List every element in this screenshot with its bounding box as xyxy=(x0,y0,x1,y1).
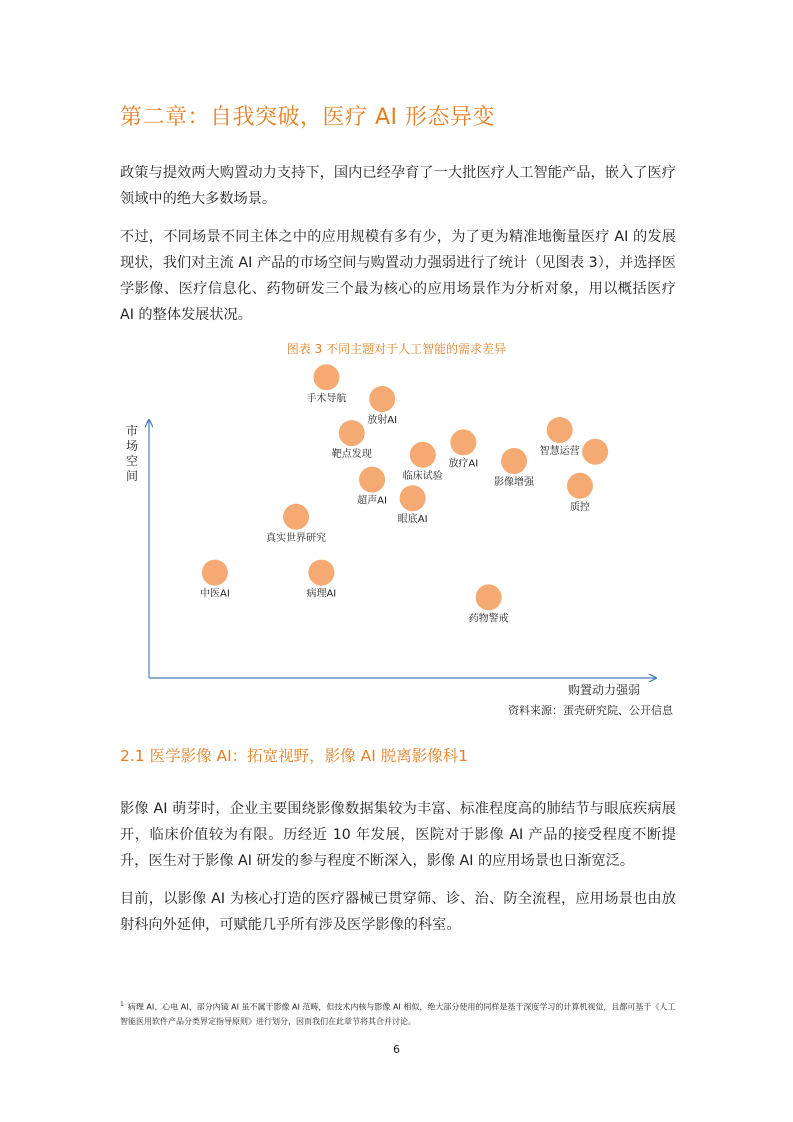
point-label: 超声AI xyxy=(357,495,387,507)
scatter-point xyxy=(359,467,385,493)
y-axis-label: 市场空间 xyxy=(125,424,139,483)
point-label: 手术导航 xyxy=(306,393,347,405)
source-note: 资料来源：蛋壳研究院、公开信息 xyxy=(508,704,673,717)
point-label: 药物警戒 xyxy=(468,613,509,625)
footnote xyxy=(120,998,676,1029)
chapter-title: 第二章：自我突破，医疗 AI 形态异变 xyxy=(120,105,496,130)
section-paragraph-1: 影像 AI 萌芽时，企业主要围绕影像数据集较为丰富、标准程度高的肺结节与眼底疾病展开，临床价值较为有限。历经近 10 年发展，医院对于影像 AI 产品的接受程度不断提升，医生对于影像 AI 研发的参与程度不断深入，影像 AI 的应用场景也日渐宽泛。 xyxy=(120,801,676,869)
scatter-point xyxy=(313,364,339,390)
point-label: 靶点发现 xyxy=(331,449,372,461)
figure-caption: 图表 3 不同主题对于人工智能的需求差异 xyxy=(286,342,507,356)
section-title: 2.1 医学影像 AI：拓宽视野，影像 AI 脱离影像科1 xyxy=(120,747,469,765)
scatter-point xyxy=(547,417,573,443)
scatter-point xyxy=(450,429,476,455)
x-axis-label: 购置动力强弱 xyxy=(568,683,641,697)
point-label: 放射AI xyxy=(367,415,398,426)
point-label: 放疗AI xyxy=(448,458,479,470)
point-label: 真实世界研究 xyxy=(266,532,327,544)
scatter-point xyxy=(582,439,608,465)
scatter-point xyxy=(410,442,436,468)
scatter-point xyxy=(567,473,593,499)
scatter-point xyxy=(202,560,228,586)
point-label: 眼底AI xyxy=(397,514,428,526)
intro-paragraph-1: 政策与提效两大购置动力支持下，国内已经孕育了一大批医疗人工智能产品，嵌入了医疗领域中的绝大多数场景。 xyxy=(120,165,676,207)
scatter-point xyxy=(283,504,309,530)
scatter-point xyxy=(400,485,426,511)
footnote-marker: 1 xyxy=(120,1001,124,1008)
footnote-text: 病理 AI、心电 AI、部分内镜 AI 虽不属于影像 AI 范畴，但技术内核与影像 AI 相似，绝大部分使用的同样是基于深度学习的计算机视觉，且都可基于《人工智能医用软件产品分类界定指导原则》进行划分，因而我们在此章节将其合并讨论。 xyxy=(120,1002,676,1026)
scatter-point xyxy=(308,560,334,586)
point-label: 病理AI xyxy=(306,588,337,600)
intro-paragraph-2: 不过，不同场景不同主体之中的应用规模有多有少，为了更为精准地衡量医疗 AI 的发展现状，我们对主流 AI 产品的市场空间与购置动力强弱进行了统计（见图表 3），并选择医学影像、医疗信息化、药物研发三个最为核心的应用场景作为分析对象，用以概括医疗 AI 的整体发展状况。 xyxy=(120,229,676,323)
point-label: 影像增强 xyxy=(494,477,535,488)
point-label: 质控 xyxy=(569,501,590,513)
point-label: 智慧运营 xyxy=(539,446,580,457)
scatter-point xyxy=(476,584,502,610)
scatter-point xyxy=(339,420,365,446)
section-paragraph-2: 目前，以影像 AI 为核心打造的医疗器械已贯穿筛、诊、治、防全流程，应用场景也由放射科向外延伸，可赋能几乎所有涉及医学影像的科室。 xyxy=(120,891,676,933)
point-label: 临床试验 xyxy=(402,470,443,482)
scatter-point xyxy=(501,448,527,474)
page-number: 6 xyxy=(393,1043,400,1056)
point-label: 中医AI xyxy=(200,588,230,600)
scatter-point xyxy=(369,386,395,412)
